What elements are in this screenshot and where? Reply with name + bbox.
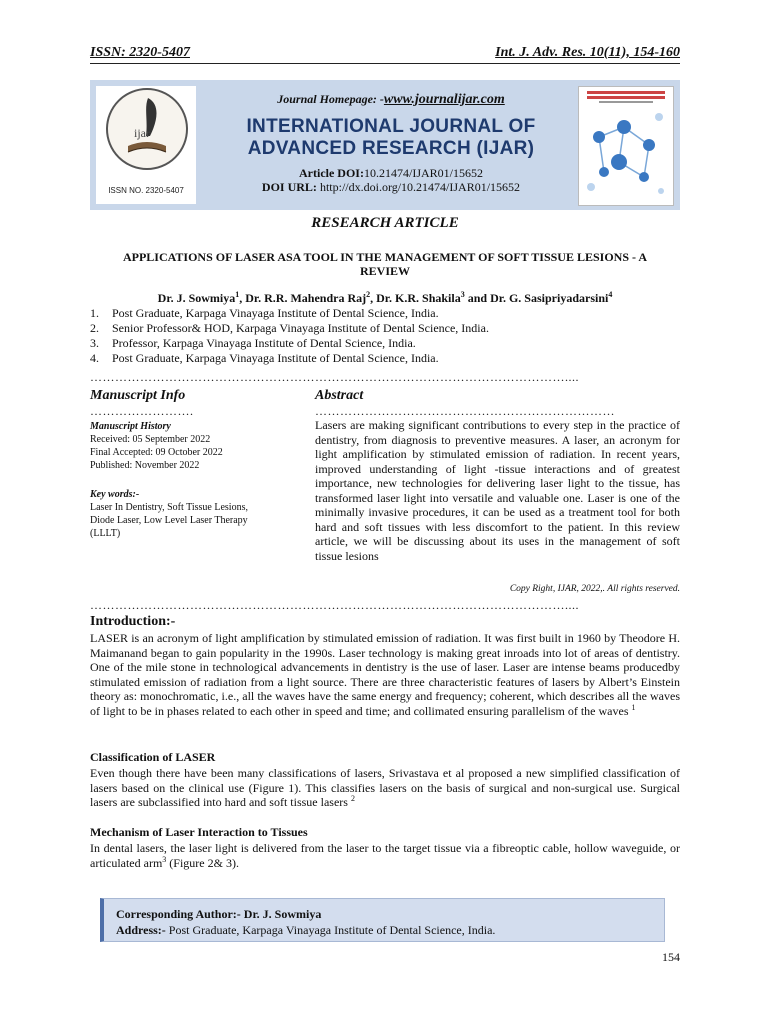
manuscript-history-heading: Manuscript History [90, 421, 171, 432]
mechanism-heading: Mechanism of Laser Interaction to Tissues [90, 825, 308, 839]
mechanism-text: In dental lasers, the laser light is delivered from the laser to the target tissue via a fibreoptic cable, hollow waveguide, or articulated arm [90, 841, 680, 870]
author-name: Dr. R.R. Mahendra Raj [245, 291, 367, 305]
citation-sup: 3 [162, 854, 167, 864]
copyright-notice: Copy Right, IJAR, 2022,. All rights reserved. [509, 584, 680, 594]
keywords-heading: Key words:- [90, 489, 140, 500]
author-affil-sup: 1 [235, 290, 240, 299]
affiliation-text: Post Graduate, Karpaga Vinayaga Institute of Dental Science, India. [112, 351, 439, 365]
citation-sup: 1 [631, 702, 636, 712]
manuscript-info-heading: Manuscript Info [90, 388, 186, 403]
abstract-text: Lasers are making significant contributions to every step in the practice of dentistry, from diagnosis to preventive measures. A laser, an acronym for light amplification by stimulated emission of radiation. In recent years, improved understanding of light -tissue interactions and of greatest importance, new technologies for delivering laser light to the tissue, has transformed laser light into versatile and valuable one. Laser is one of the minimally invasive procedures, it can be used as a treatment tool for both hard and soft tissues with less discomfort to the patient. In this review article, we will be discussing about its uses in the management of soft tissue lesions [315, 418, 680, 563]
affiliation-list [90, 306, 680, 366]
mechanism-text-end: (Figure 2& 3). [166, 855, 239, 870]
homepage-link[interactable]: www.journalijar.com [383, 92, 505, 107]
abstract-heading: Abstract [315, 388, 364, 403]
address-label: Address:- [116, 923, 166, 937]
doi-url-label: DOI URL: [261, 180, 317, 194]
corresponding-author-label: Corresponding Author:- Dr. J. Sowmiya [116, 907, 322, 921]
mechanism-paragraph [90, 841, 680, 870]
author-name: Dr. G. Sasipriyadarsini [490, 291, 609, 305]
page-number: 154 [662, 950, 680, 964]
affiliation-number: 2. [90, 321, 99, 335]
manuscript-history [90, 420, 268, 472]
citation-text: Int. J. Adv. Res. 10(11), 154-160 [495, 45, 680, 60]
author-separator: , [370, 291, 377, 305]
journal-name [202, 116, 580, 160]
classification-heading: Classification of LASER [90, 750, 216, 764]
author-separator: and [464, 291, 491, 305]
homepage-label: Journal Homepage: - [277, 92, 384, 106]
issn-text: ISSN: 2320-5407 [90, 45, 190, 60]
dotted-separator-left: ……………………. [90, 404, 194, 418]
affiliation-text: Professor, Karpaga Vinayaga Institute of Dental Science, India. [112, 336, 416, 350]
affiliation-number: 1. [90, 306, 99, 320]
author-list [90, 291, 680, 306]
author-affil-sup: 2 [366, 290, 371, 299]
dotted-separator: …………………………………………………………………………………………………….... [90, 598, 579, 612]
article-title-line1: APPLICATIONS OF LASER ASA TOOL IN THE MANAGEMENT OF SOFT TISSUE LESIONS - A [122, 250, 648, 264]
journal-name-line2: ADVANCED RESEARCH (IJAR) [247, 138, 535, 159]
molecule-cover-icon [579, 87, 673, 205]
homepage-line [202, 92, 580, 108]
running-header [90, 45, 680, 64]
banner-title-block [202, 92, 580, 194]
introduction-text: LASER is an acronym of light amplification by stimulated emission of radiation. It was first built in 1960 by Theodore H. Maimanand began to gain popularity in the 1990s. Laser technology is making great inroads into lot of areas of dentistry. One of the mile stone in technological advancements in dentistry is the use of laser. Laser are intense beams producedby stimulated emission of radiation from a light source. There are three characteristic features of lasers by Albert’s Einstein theory as: monochromatic, i.e., all the waves have the same energy and frequency; coherent, which describes all the waves of light to be in phases related to each other in speed and time; and collimated ensuring parallelism of the waves [90, 631, 680, 718]
affiliation-number: 3. [90, 336, 99, 350]
address-text: Post Graduate, Karpaga Vinayaga Institute of Dental Science, India. [165, 923, 496, 937]
classification-paragraph [90, 766, 680, 810]
journal-banner [90, 80, 680, 210]
affiliation-item [90, 351, 680, 366]
article-doi-label: Article DOI: [299, 166, 364, 180]
article-type: RESEARCH ARTICLE [311, 215, 459, 231]
article-title-line2: REVIEW [359, 264, 410, 278]
citation-sup: 2 [350, 794, 355, 803]
corresponding-author-box [100, 898, 665, 942]
affiliation-item [90, 336, 680, 351]
introduction-heading: Introduction:- [90, 614, 176, 629]
author-affil-sup: 4 [608, 290, 613, 299]
journal-name-line1: INTERNATIONAL JOURNAL OF [246, 116, 536, 137]
classification-text: Even though there have been many classifications of lasers, Srivastava et al proposed a new simplified classification of lasers based on the clinical use (Figure 1). This classifies lasers on the basis of surgical and non-surgical use. Surgical lasers are subclassified into hard and soft tissue lasers [90, 766, 680, 809]
article-doi: 10.21474/IJAR01/15652 [363, 166, 483, 180]
ijar-logo [96, 86, 196, 204]
doi-block [202, 166, 580, 194]
introduction-paragraph [90, 631, 680, 718]
affiliation-text: Post Graduate, Karpaga Vinayaga Institute of Dental Science, India. [112, 306, 439, 320]
author-separator: , [239, 291, 246, 305]
doi-url-link[interactable]: http://dx.doi.org/10.21474/IJAR01/15652 [319, 180, 521, 194]
affiliation-text: Senior Professor& HOD, Karpaga Vinayaga Institute of Dental Science, India. [112, 321, 489, 335]
journal-cover-thumbnail [578, 86, 674, 206]
article-title [100, 250, 670, 278]
keywords-block [90, 488, 268, 540]
affiliation-number: 4. [90, 351, 99, 365]
dotted-separator: …………………………………………………………………………………………………….... [90, 370, 579, 384]
corresponding-address [116, 923, 495, 938]
dotted-separator-right: ……………………………………………………………… [315, 404, 615, 418]
keywords-text: Laser In Dentistry, Soft Tissue Lesions, Diode Laser, Low Level Laser Therapy (LLLT) [90, 502, 248, 539]
author-affil-sup: 3 [460, 290, 465, 299]
logo-wordmark: ijar [134, 126, 150, 140]
published-date: Published: November 2022 [90, 460, 200, 471]
accepted-date: Final Accepted: 09 October 2022 [90, 447, 223, 458]
affiliation-item [90, 321, 680, 336]
author-name: Dr. K.R. Shakila [376, 291, 461, 305]
received-date: Received: 05 September 2022 [90, 434, 211, 445]
author-name: Dr. J. Sowmiya [157, 291, 236, 305]
logo-issn: ISSN NO. 2320-5407 [108, 186, 184, 195]
affiliation-item [90, 306, 680, 321]
